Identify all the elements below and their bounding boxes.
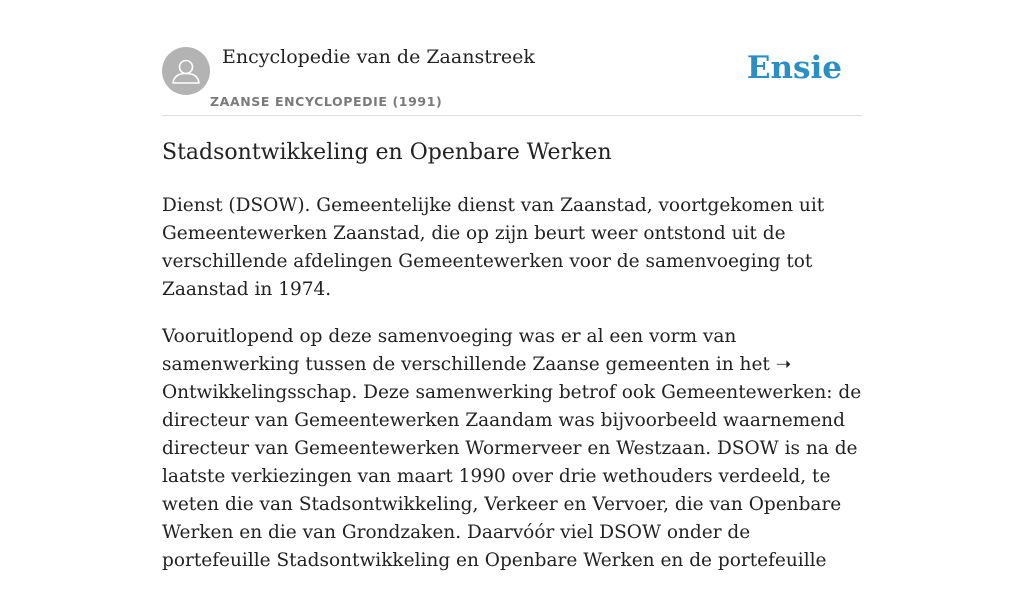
user-icon[interactable] — [162, 47, 210, 95]
source-subtitle: ZAANSE ENCYCLOPEDIE (1991) — [210, 94, 443, 109]
paragraph-text: . Deze samenwerking betrof ook Gemeentewerken: de directeur van Gemeentewerken Zaandam was bijvoorbeeld waarnemend directeur van Gemeentewerken Wormerveer en Westzaan. DSOW is na de laatste verkiezingen van maart 1990 over drie wethouders verdeeld, te weten die van Stadsontwikkeling, Verkeer en Vervoer, die van Openbare Werken en die van Grondzaken. Daarvóór viel DSOW onder de portefeuille Stadsontwikkeling en Openbare Werken en de portefeuille — [162, 382, 862, 571]
arrow-icon: ➝ — [775, 354, 792, 375]
source-title[interactable]: Encyclopedie van de Zaanstreek — [222, 46, 535, 68]
page-container — [162, 0, 862, 571]
paragraph — [162, 323, 862, 575]
source-header — [162, 0, 862, 116]
paragraph: Dienst (DSOW). Gemeentelijke dienst van Zaanstad, voortgekomen uit Gemeentewerken Zaanstad, die op zijn beurt weer ontstond uit de verschillende afdelingen Gemeentewerken voor de samenvoeging tot Zaanstad in 1974. — [162, 195, 825, 300]
crossref-label: Ontwikkelingsschap — [162, 382, 352, 403]
brand-logo[interactable]: Ensie — [746, 50, 842, 86]
paragraph-text: Vooruitlopend op deze samenvoeging was er al een vorm van samenwerking tussen de verschillende Zaanse gemeenten in het — [162, 326, 776, 375]
article-title: Stadsontwikkeling en Openbare Werken — [162, 140, 612, 165]
article-body — [162, 192, 862, 594]
